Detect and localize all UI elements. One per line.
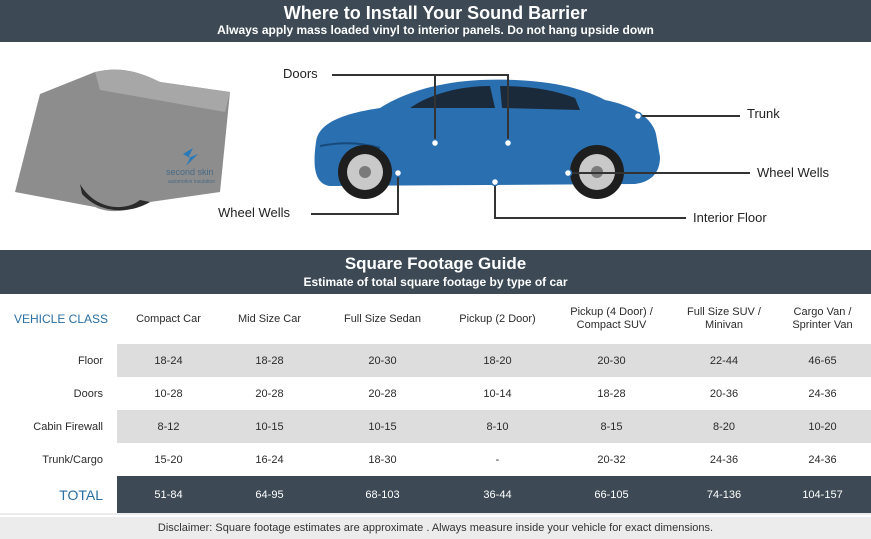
table-cell: 24-36 [674, 443, 774, 476]
callout-trunk: Trunk [747, 106, 780, 121]
row-label: Floor [0, 344, 117, 377]
total-cell: 104-157 [774, 476, 871, 513]
callout-wheel-wells-right: Wheel Wells [757, 165, 830, 180]
table-cell: 20-28 [220, 377, 319, 410]
total-label: TOTAL [0, 476, 117, 513]
callout-doors: Doors [283, 66, 318, 81]
total-row [0, 476, 871, 513]
vehicle-class-header: VEHICLE CLASS [0, 294, 117, 344]
table-row [0, 410, 871, 443]
column-header: Mid Size Car [220, 294, 319, 344]
row-label: Doors [0, 377, 117, 410]
table-cell: 8-15 [549, 410, 674, 443]
total-cell: 36-44 [446, 476, 549, 513]
table-cell: 18-28 [220, 344, 319, 377]
table-cell: 10-14 [446, 377, 549, 410]
table-row [0, 377, 871, 410]
column-header: Pickup (2 Door) [446, 294, 549, 344]
table-cell: 16-24 [220, 443, 319, 476]
brand-name: second skin [166, 167, 214, 177]
table-cell: 20-30 [319, 344, 446, 377]
table-cell: 15-20 [117, 443, 220, 476]
callout-interior-floor: Interior Floor [693, 210, 767, 225]
table-cell: 8-20 [674, 410, 774, 443]
disclaimer: Disclaimer: Square footage estimates are approximate . Always measure inside your vehicle for exact dimensions. [0, 517, 871, 539]
table-cell: 8-10 [446, 410, 549, 443]
page-title: Where to Install Your Sound Barrier [283, 3, 588, 23]
total-cell: 74-136 [674, 476, 774, 513]
table-header-row [0, 294, 871, 344]
table-cell: 10-28 [117, 377, 220, 410]
table-cell: 18-24 [117, 344, 220, 377]
column-header: Full Size SUV / Minivan [674, 294, 774, 344]
total-cell: 51-84 [117, 476, 220, 513]
table-cell: 8-12 [117, 410, 220, 443]
column-header: Cargo Van / Sprinter Van [774, 294, 871, 344]
column-header: Compact Car [117, 294, 220, 344]
table-cell: 10-15 [319, 410, 446, 443]
table-cell: 20-28 [319, 377, 446, 410]
guide-title: Square Footage Guide [344, 254, 527, 273]
table-cell: 24-36 [774, 377, 871, 410]
page-subtitle: Always apply mass loaded vinyl to interior panels. Do not hang upside down [217, 23, 654, 37]
table-row [0, 344, 871, 377]
top-banner [0, 0, 871, 42]
table-cell: 20-30 [549, 344, 674, 377]
total-cell: 64-95 [220, 476, 319, 513]
table-cell: 20-32 [549, 443, 674, 476]
table-cell: 24-36 [774, 443, 871, 476]
table-cell: 18-28 [549, 377, 674, 410]
table-cell: - [446, 443, 549, 476]
guide-banner [0, 250, 871, 294]
car-image [315, 80, 660, 199]
guide-subtitle: Estimate of total square footage by type of car [303, 275, 568, 289]
callout-wheel-wells-left: Wheel Wells [218, 205, 291, 220]
square-footage-table [0, 294, 871, 515]
total-cell: 66-105 [549, 476, 674, 513]
column-header: Pickup (4 Door) / Compact SUV [549, 294, 674, 344]
table-cell: 22-44 [674, 344, 774, 377]
table-cell: 46-65 [774, 344, 871, 377]
total-cell: 68-103 [319, 476, 446, 513]
table-cell: 18-20 [446, 344, 549, 377]
table-cell: 18-30 [319, 443, 446, 476]
table-cell: 10-20 [774, 410, 871, 443]
column-header: Full Size Sedan [319, 294, 446, 344]
vinyl-sheet-image [15, 70, 230, 212]
brand-tagline: automotive insulation [168, 179, 215, 185]
installation-illustration [0, 42, 871, 250]
row-label: Trunk/Cargo [0, 443, 117, 476]
row-label: Cabin Firewall [0, 410, 117, 443]
table-row [0, 443, 871, 476]
table-cell: 20-36 [674, 377, 774, 410]
table-cell: 10-15 [220, 410, 319, 443]
